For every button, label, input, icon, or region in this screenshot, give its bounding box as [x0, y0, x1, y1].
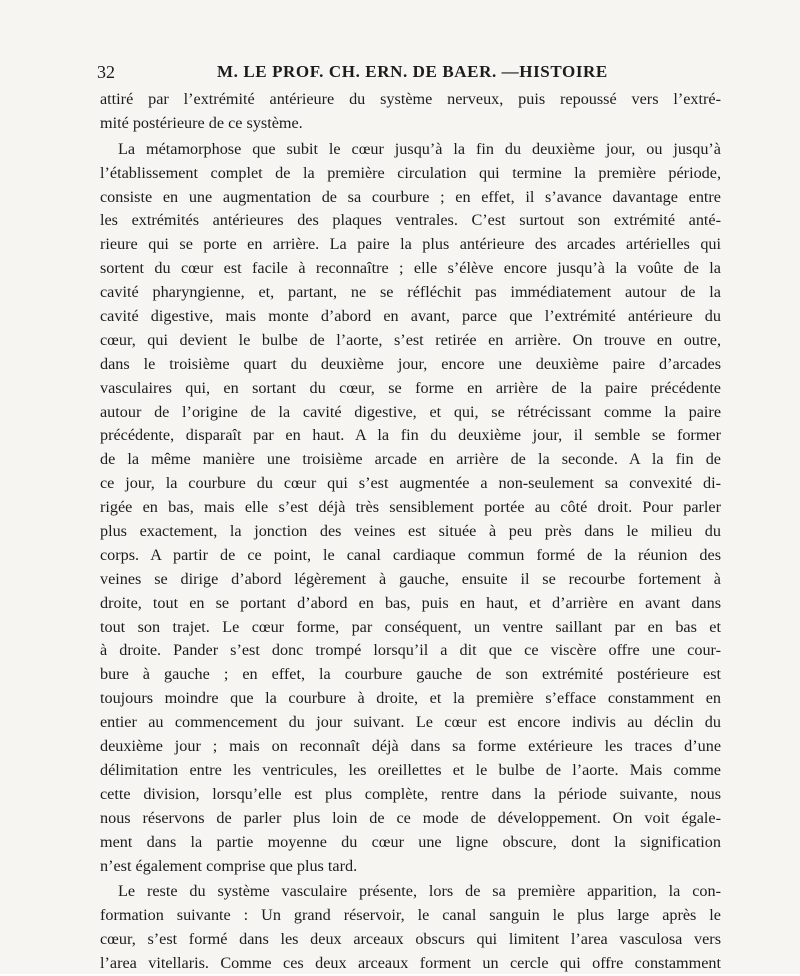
- text-line: formation suivante : Un grand réservoir, le canal sanguin le plus large après le: [100, 906, 721, 925]
- text-line: les extrémités antérieures des plaques ventrales. C’est surtout son extrémité anté-: [100, 211, 721, 230]
- text-line: autour de l’origine de la cavité digestive, et qui, se rétrécissant comme la paire: [100, 402, 721, 421]
- text-line: ce jour, la courbure du cœur qui s’est augmentée a non-seulement sa convexité di-: [100, 474, 721, 493]
- text-line: sortent du cœur est facile à reconnaître ; elle s’élève encore jusqu’à la voûte de la: [100, 259, 721, 278]
- text-line: précédente, disparaît par en haut. A la fin du deuxième jour, il semble se former: [100, 426, 721, 445]
- text-line: cœur, qui devient le bulbe de l’aorte, s’est retirée en arrière. On trouve en outre,: [100, 330, 721, 349]
- text-line: rigée en bas, mais elle s’est déjà très sensiblement portée au côté droit. Pour parler: [100, 498, 721, 517]
- text-line: cette division, lorsqu’elle est plus complète, rentre dans la période suivante, nous: [100, 784, 721, 803]
- text-line: toujours moindre que la courbure à droite, et la première s’efface constamment en: [100, 689, 721, 708]
- text-line: vasculaires qui, en sortant du cœur, se forme en arrière de la paire précédente: [100, 378, 721, 397]
- text-line: de la même manière une troisième arcade en arrière de la seconde. A la fin de: [100, 450, 721, 469]
- text-line: corps. A partir de ce point, le canal cardiaque commun formé de la réunion des: [100, 545, 721, 564]
- text-line: Le reste du système vasculaire présente, lors de sa première apparition, la con-: [118, 882, 721, 901]
- text-line: tout son trajet. Le cœur forme, par conséquent, un ventre saillant par en bas et: [100, 617, 721, 636]
- text-line: l’area vitellaris. Comme ces deux arceaux forment un cercle qui offre constamment: [100, 954, 721, 973]
- text-line: ment dans la partie moyenne du cœur une ligne obscure, dont la signification: [100, 832, 721, 851]
- page-header: [97, 62, 723, 86]
- text-line: La métamorphose que subit le cœur jusqu’à la fin du deuxième jour, ou jusqu’à: [118, 139, 721, 158]
- text-line: nous réservons de parler plus loin de ce mode de développement. On voit égale-: [100, 808, 721, 827]
- text-line: rieure qui se porte en arrière. La paire la plus antérieure des arcades artérielles qui: [100, 235, 721, 254]
- text-line: droite, tout en se portant d’abord en bas, puis en haut, et d’arrière en avant dans: [100, 593, 721, 612]
- text-line: cavité pharyngienne, et, partant, ne se réfléchit pas immédiatement autour de la: [100, 283, 721, 302]
- text-line: délimitation entre les ventricules, les oreillettes et le bulbe de l’aorte. Mais comme: [100, 760, 721, 779]
- text-line: n’est également comprise que plus tard.: [100, 856, 358, 875]
- text-line: bure à gauche ; en effet, la courbure gauche de son extrémité postérieure est: [100, 665, 721, 684]
- text-line: deuxième jour ; mais on reconnaît déjà dans sa forme extérieure les traces d’une: [100, 737, 721, 756]
- text-line: dans le troisième quart du deuxième jour, encore une deuxième paire d’arcades: [100, 354, 721, 373]
- text-line: consiste en une augmentation de sa courbure ; en effet, il s’avance davantage entre: [100, 187, 721, 206]
- body-text: [100, 88, 721, 976]
- text-line: plus exactement, la jonction des veines est située à peu près dans le milieu du: [100, 522, 721, 541]
- text-line: cavité digestive, mais monte d’abord en avant, parce que l’extrémité antérieure du: [100, 307, 721, 326]
- text-line: cœur, s’est formé dans les deux arceaux obscurs qui limitent l’area vasculosa vers: [100, 930, 721, 949]
- text-line: veines se dirige d’abord légèrement à gauche, ensuite il se recourbe fortement à: [100, 569, 721, 588]
- page-number: 32: [97, 62, 115, 82]
- running-head: M. LE PROF. CH. ERN. DE BAER. —HISTOIRE: [217, 62, 608, 81]
- text-line: l’établissement complet de la première circulation qui termine la première période,: [100, 163, 721, 182]
- text-line: entier au commencement du jour suivant. Le cœur est encore indivis au déclin du: [100, 713, 721, 732]
- text-line: attiré par l’extrémité antérieure du système nerveux, puis repoussé vers l’extré-: [100, 90, 721, 108]
- text-line: mité postérieure de ce système.: [100, 113, 303, 132]
- text-line: à droite. Pander s’est donc trompé lorsqu’il a dit que ce viscère offre une cour-: [100, 641, 721, 660]
